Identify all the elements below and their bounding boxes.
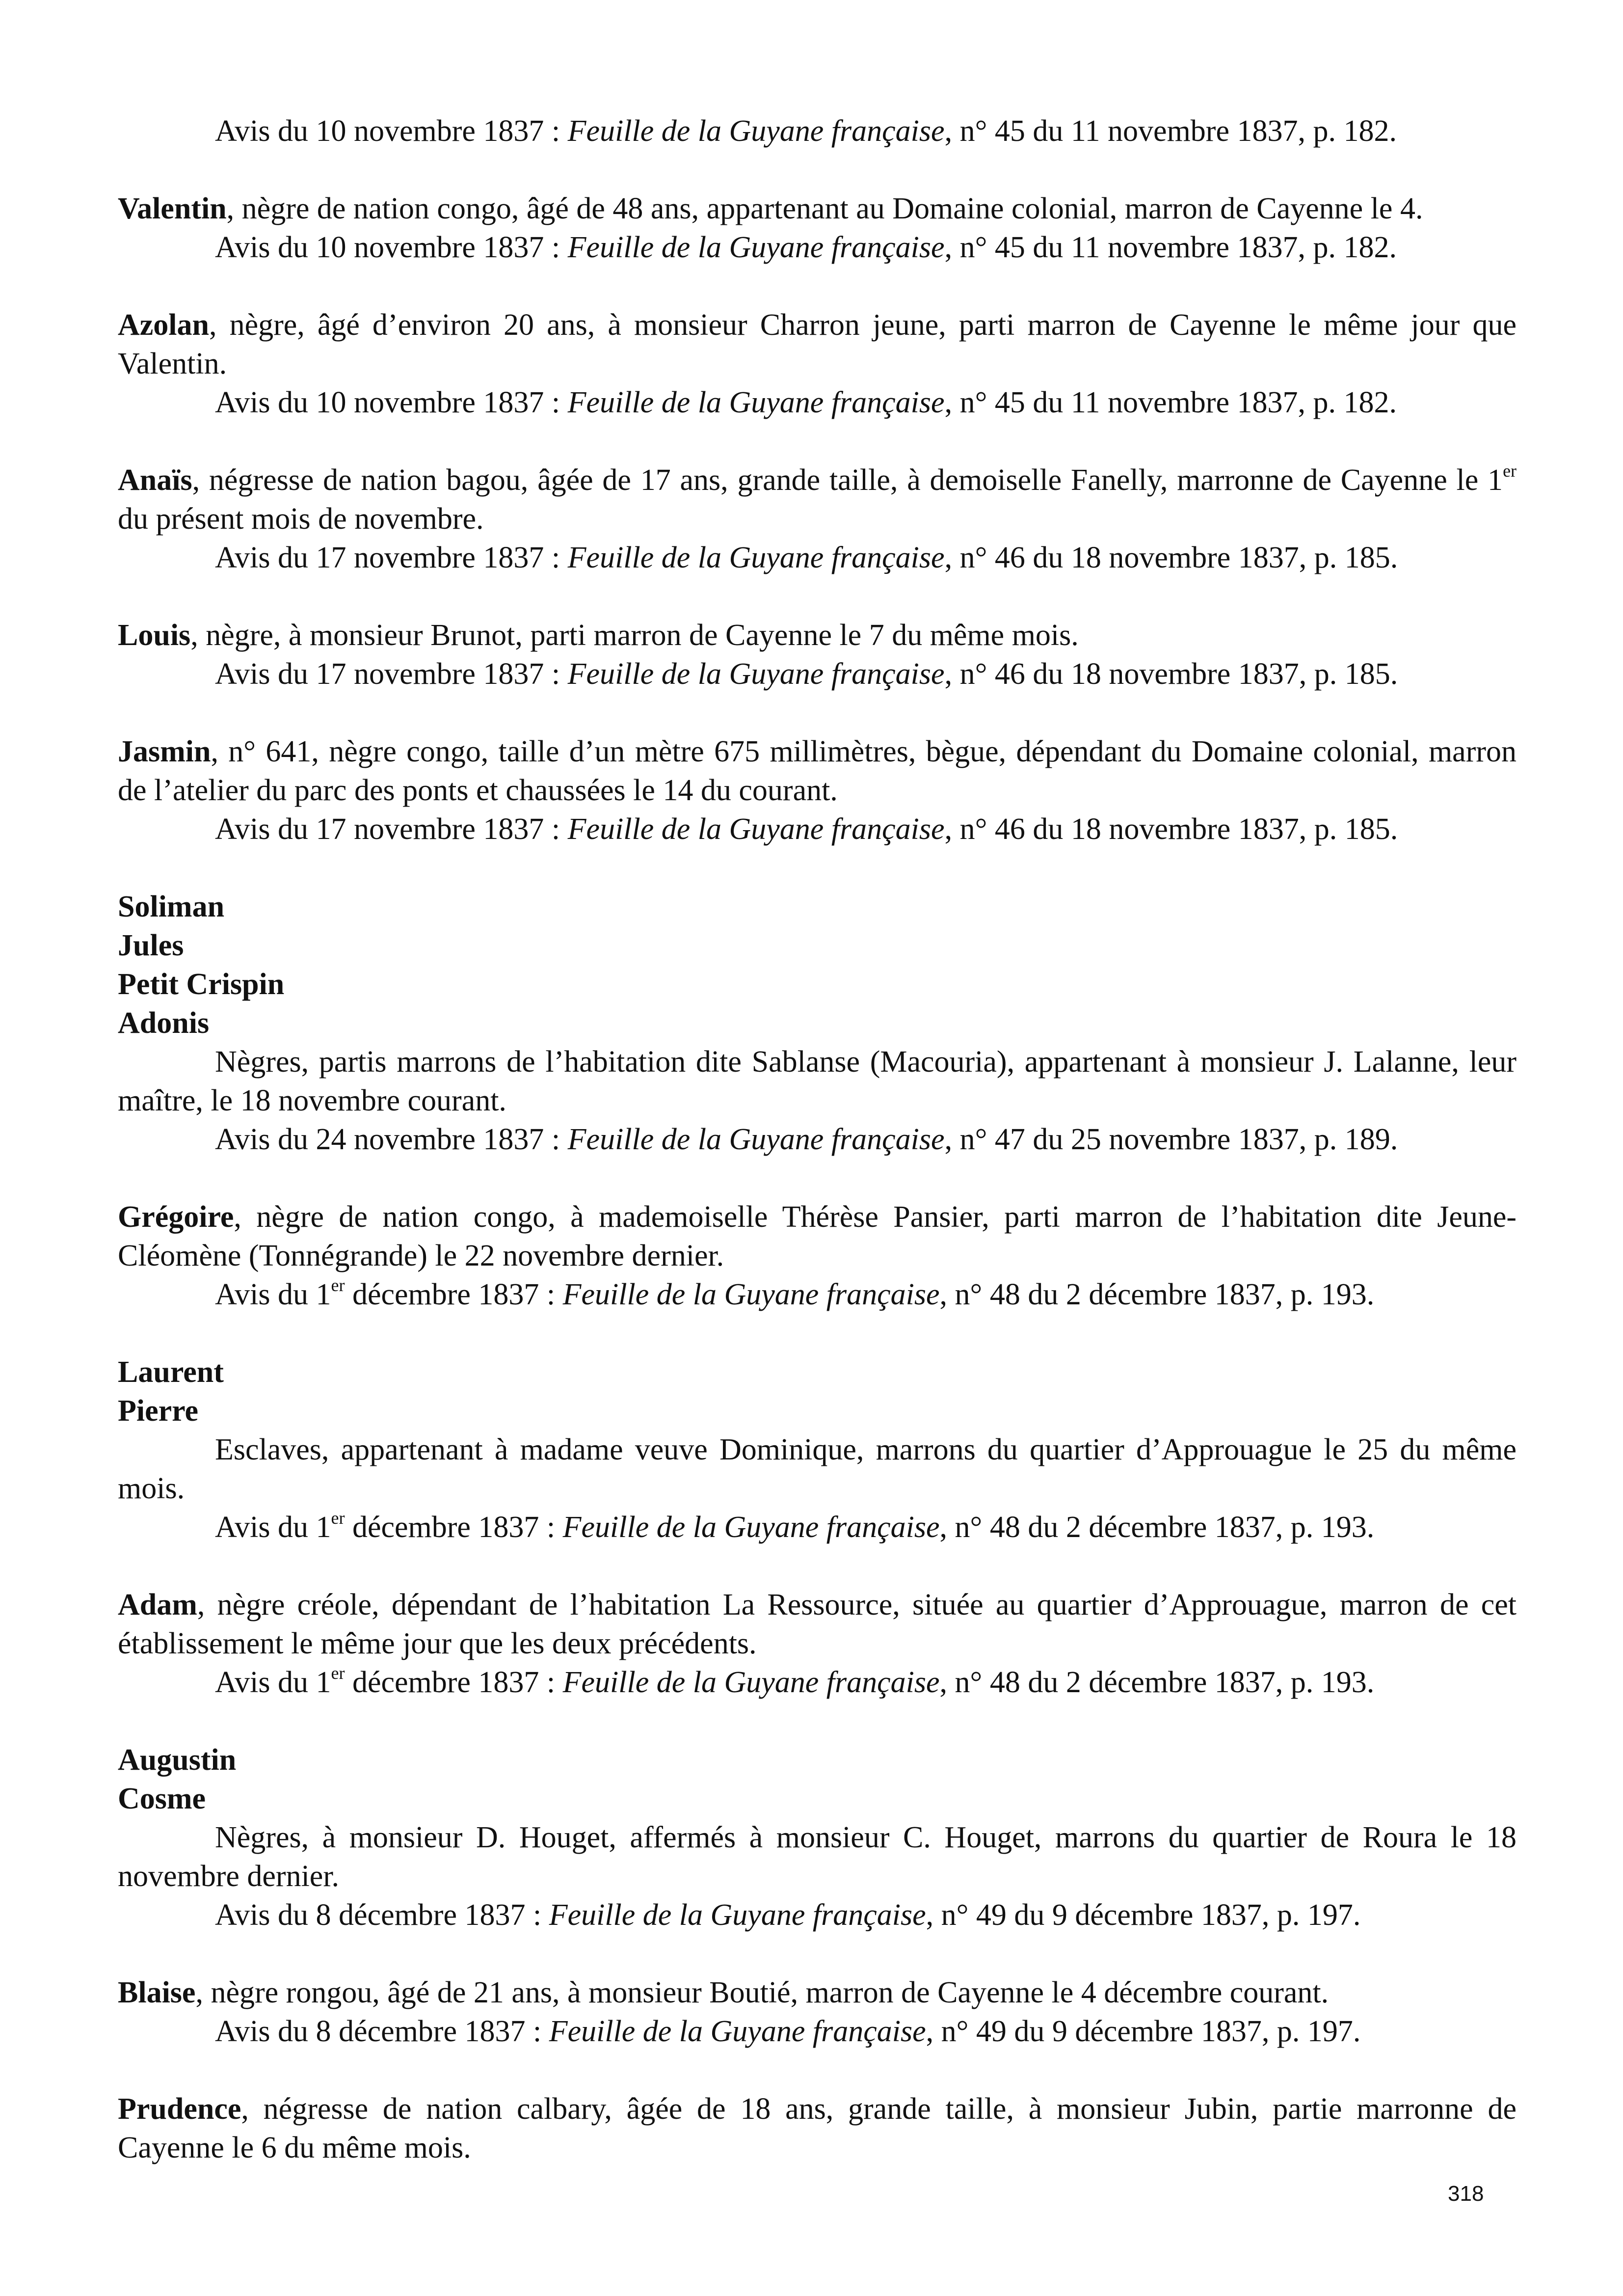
- person-name: Cosme: [118, 1782, 206, 1815]
- entry-text: Prudence, négresse de nation calbary, âgée de 18 ans, grande taille, à monsieur Jubin, partie marronne de Cayenne le 6 du même mois.: [118, 2092, 1517, 2164]
- person-name: Anaïs: [118, 463, 192, 497]
- entry-text: Blaise, nègre rongou, âgé de 21 ans, à monsieur Boutié, marron de Cayenne le 4 décembre courant.: [118, 1976, 1329, 2009]
- entry-adam: [118, 1586, 1517, 1702]
- citation: Avis du 1er décembre 1837 : Feuille de la Guyane française, n° 48 du 2 décembre 1837, p. 193.: [215, 1508, 1375, 1544]
- person-name: Prudence: [118, 2092, 241, 2126]
- source-title: Feuille de la Guyane française: [567, 541, 945, 574]
- source-title: Feuille de la Guyane française: [567, 386, 945, 419]
- person-name: Soliman: [118, 890, 225, 923]
- person-name: Louis: [118, 619, 191, 652]
- source-title: Feuille de la Guyane française: [562, 1278, 940, 1311]
- source-title: Feuille de la Guyane française: [567, 231, 945, 264]
- source-title: Feuille de la Guyane française: [567, 1123, 945, 1156]
- entry-text: Anaïs, négresse de nation bagou, âgée de 17 ans, grande taille, à demoiselle Fanelly, marronne de Cayenne le 1er du présent mois de novembre.: [118, 461, 1517, 536]
- citation: Avis du 8 décembre 1837 : Feuille de la Guyane française, n° 49 du 9 décembre 1837, p. 197.: [215, 2015, 1361, 2048]
- entry-text: Adam, nègre créole, dépendant de l’habitation La Ressource, située au quartier d’Approuague, marron de cet établissement le même jour que les deux précédents.: [118, 1588, 1517, 1660]
- person-name: Azolan: [118, 308, 209, 342]
- citation: Avis du 8 décembre 1837 : Feuille de la Guyane française, n° 49 du 9 décembre 1837, p. 197.: [215, 1898, 1361, 1932]
- source-title: Feuille de la Guyane française: [549, 2015, 926, 2048]
- person-name: Pierre: [118, 1394, 199, 1428]
- entry-text: Louis, nègre, à monsieur Brunot, parti marron de Cayenne le 7 du même mois.: [118, 619, 1079, 652]
- person-name: Blaise: [118, 1976, 196, 2009]
- entry-gregoire: [118, 1198, 1517, 1314]
- citation: Avis du 24 novembre 1837 : Feuille de la Guyane française, n° 47 du 25 novembre 1837, p. 189.: [215, 1123, 1398, 1156]
- citation: Avis du 17 novembre 1837 : Feuille de la Guyane française, n° 46 du 18 novembre 1837, p. 185.: [215, 657, 1398, 691]
- entry-text: Jasmin, n° 641, nègre congo, taille d’un mètre 675 millimètres, bègue, dépendant du Domaine colonial, marron de l’atelier du parc des ponts et chaussées le 14 du courant.: [118, 735, 1517, 807]
- entry-augustin-group: [118, 1741, 1517, 1935]
- source-title: Feuille de la Guyane française: [549, 1898, 926, 1932]
- citation: Avis du 17 novembre 1837 : Feuille de la Guyane française, n° 46 du 18 novembre 1837, p. 185.: [215, 812, 1398, 846]
- citation: Avis du 10 novembre 1837 : Feuille de la Guyane française, n° 45 du 11 novembre 1837, p. 182.: [215, 114, 1397, 148]
- person-name: Petit Crispin: [118, 968, 285, 1001]
- entry-anais: [118, 461, 1517, 577]
- entry-text: Valentin, nègre de nation congo, âgé de 48 ans, appartenant au Domaine colonial, marron de Cayenne le 4.: [118, 192, 1423, 225]
- entry-text: Grégoire, nègre de nation congo, à mademoiselle Thérèse Pansier, parti marron de l’habitation dite Jeune-Cléomène (Tonnégrande) le 22 novembre dernier.: [118, 1200, 1517, 1272]
- citation: Avis du 1er décembre 1837 : Feuille de la Guyane française, n° 48 du 2 décembre 1837, p. 193.: [215, 1275, 1375, 1311]
- source-title: Feuille de la Guyane française: [562, 1511, 940, 1544]
- person-name: Valentin: [118, 192, 227, 225]
- citation: Avis du 17 novembre 1837 : Feuille de la Guyane française, n° 46 du 18 novembre 1837, p. 185.: [215, 541, 1398, 574]
- document-page: [118, 112, 1517, 2167]
- entry-text: Esclaves, appartenant à madame veuve Dominique, marrons du quartier d’Approuague le 25 du même mois.: [118, 1433, 1517, 1505]
- entry-soliman-group: [118, 888, 1517, 1159]
- person-name: Adam: [118, 1588, 197, 1621]
- citation: Avis du 1er décembre 1837 : Feuille de la Guyane française, n° 48 du 2 décembre 1837, p. 193.: [215, 1663, 1375, 1699]
- person-name: Jules: [118, 929, 184, 962]
- person-name: Jasmin: [118, 735, 211, 768]
- entry-carryover: [118, 112, 1517, 151]
- source-title: Feuille de la Guyane française: [567, 657, 945, 691]
- entry-text: Azolan, nègre, âgé d’environ 20 ans, à monsieur Charron jeune, parti marron de Cayenne le même jour que Valentin.: [118, 308, 1517, 380]
- person-name: Adonis: [118, 1006, 210, 1040]
- source-title: Feuille de la Guyane française: [567, 812, 945, 846]
- source-title: Feuille de la Guyane française: [562, 1666, 940, 1699]
- entry-azolan: [118, 306, 1517, 422]
- person-name: Augustin: [118, 1743, 237, 1777]
- page-number: 318: [1448, 2182, 1484, 2206]
- entry-laurent-group: [118, 1353, 1517, 1547]
- entry-text: Nègres, à monsieur D. Houget, affermés à monsieur C. Houget, marrons du quartier de Roura le 18 novembre dernier.: [118, 1821, 1517, 1893]
- source-title: Feuille de la Guyane française: [567, 114, 945, 148]
- entry-prudence: [118, 2090, 1517, 2167]
- person-name: Grégoire: [118, 1200, 234, 1234]
- citation: Avis du 10 novembre 1837 : Feuille de la Guyane française, n° 45 du 11 novembre 1837, p. 182.: [215, 386, 1397, 419]
- entry-louis: [118, 616, 1517, 694]
- person-name: Laurent: [118, 1355, 224, 1389]
- entry-valentin: [118, 189, 1517, 267]
- entry-jasmin: [118, 732, 1517, 849]
- entry-blaise: [118, 1973, 1517, 2051]
- entry-text: Nègres, partis marrons de l’habitation dite Sablanse (Macouria), appartenant à monsieur J. Lalanne, leur maître, le 18 novembre courant.: [118, 1045, 1517, 1117]
- citation: Avis du 10 novembre 1837 : Feuille de la Guyane française, n° 45 du 11 novembre 1837, p. 182.: [215, 231, 1397, 264]
